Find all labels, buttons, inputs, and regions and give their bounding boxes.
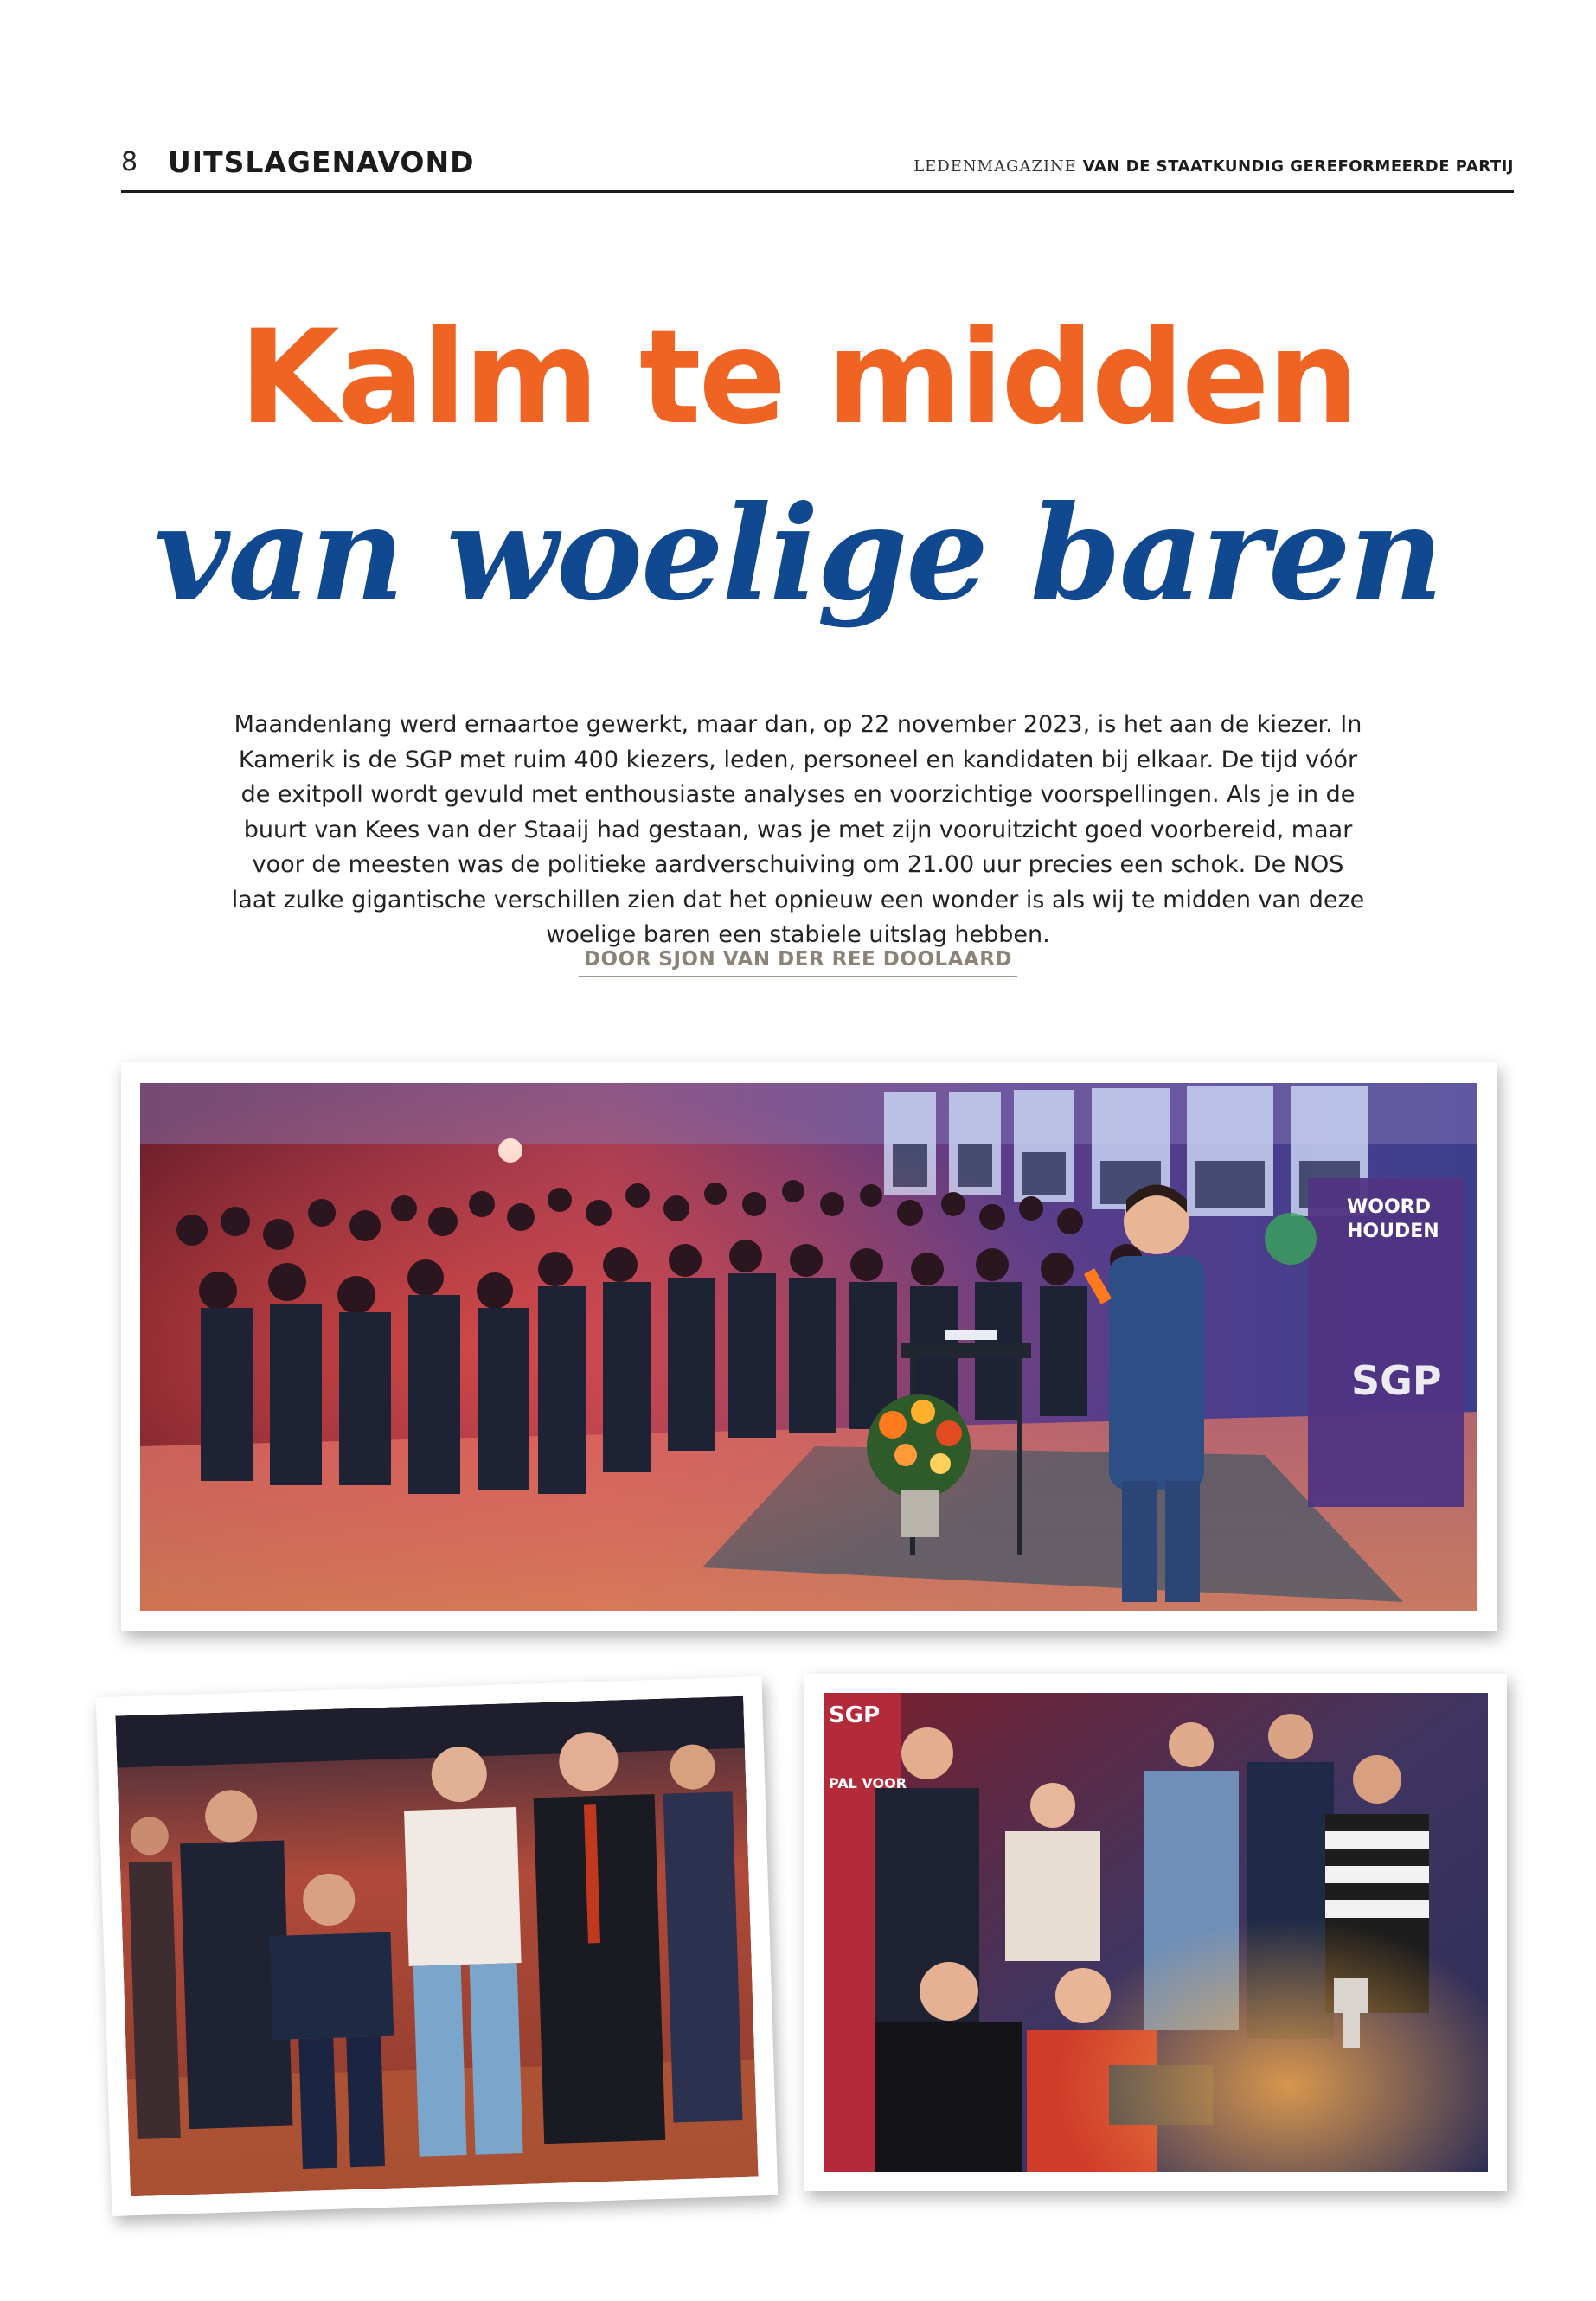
photo-left: [115, 1696, 758, 2197]
photo-right-frame: [804, 1674, 1507, 2191]
byline: [0, 948, 1596, 977]
page-number: 8: [121, 147, 138, 177]
intro-paragraph: Maandenlang werd ernaartoe gewerkt, maar dan, op 22 november 2023, is het aan de kiezer. In Kamerik is de SGP met ruim 400 kiezers, leden, personeel en kandidaten bij elkaar. De tijd vóór de exitpoll wordt gevuld met enthousiaste analyses en voorzichtige voorspellingen. Als je in de buurt van Kees van der Staaij had gestaan, was je met zijn vooruitzicht goed voorbereid, maar voor de meesten was de politieke aardverschuiving om 21.00 uur precies een schok. De NOS laat zulke gigantische verschillen zien dat het opnieuw een wonder is als wij te midden van deze woelige baren een stabiele uitslag hebben.: [231, 711, 1365, 948]
photo-left-frame: [96, 1676, 778, 2216]
photo-right-scene: [824, 1693, 1488, 2172]
banner-logo: SGP: [1351, 1357, 1442, 1404]
magazine-name: VAN DE STAATKUNDIG GEREFORMEERDE PARTIJ: [1082, 157, 1514, 176]
byline-text: DOOR SJON VAN DER REE DOOLAARD: [579, 948, 1017, 977]
headline-line-2: van woelige baren: [154, 478, 1442, 630]
magazine-title: [913, 157, 1514, 176]
main-photo-frame: [121, 1062, 1497, 1631]
banner-text-1: WOORD: [1347, 1196, 1431, 1218]
main-photo: [140, 1083, 1477, 1611]
banner-text-2: HOUDEN: [1347, 1221, 1439, 1242]
magazine-prefix: LEDENMAGAZINE: [913, 157, 1077, 176]
headline-line-1: Kalm te midden: [239, 303, 1357, 453]
photo-left-scene: [115, 1696, 758, 2197]
main-photo-scene: [140, 1083, 1477, 1611]
photo-right: [824, 1693, 1488, 2172]
running-head: [121, 145, 1514, 193]
section-title: UITSLAGENAVOND: [168, 145, 475, 179]
